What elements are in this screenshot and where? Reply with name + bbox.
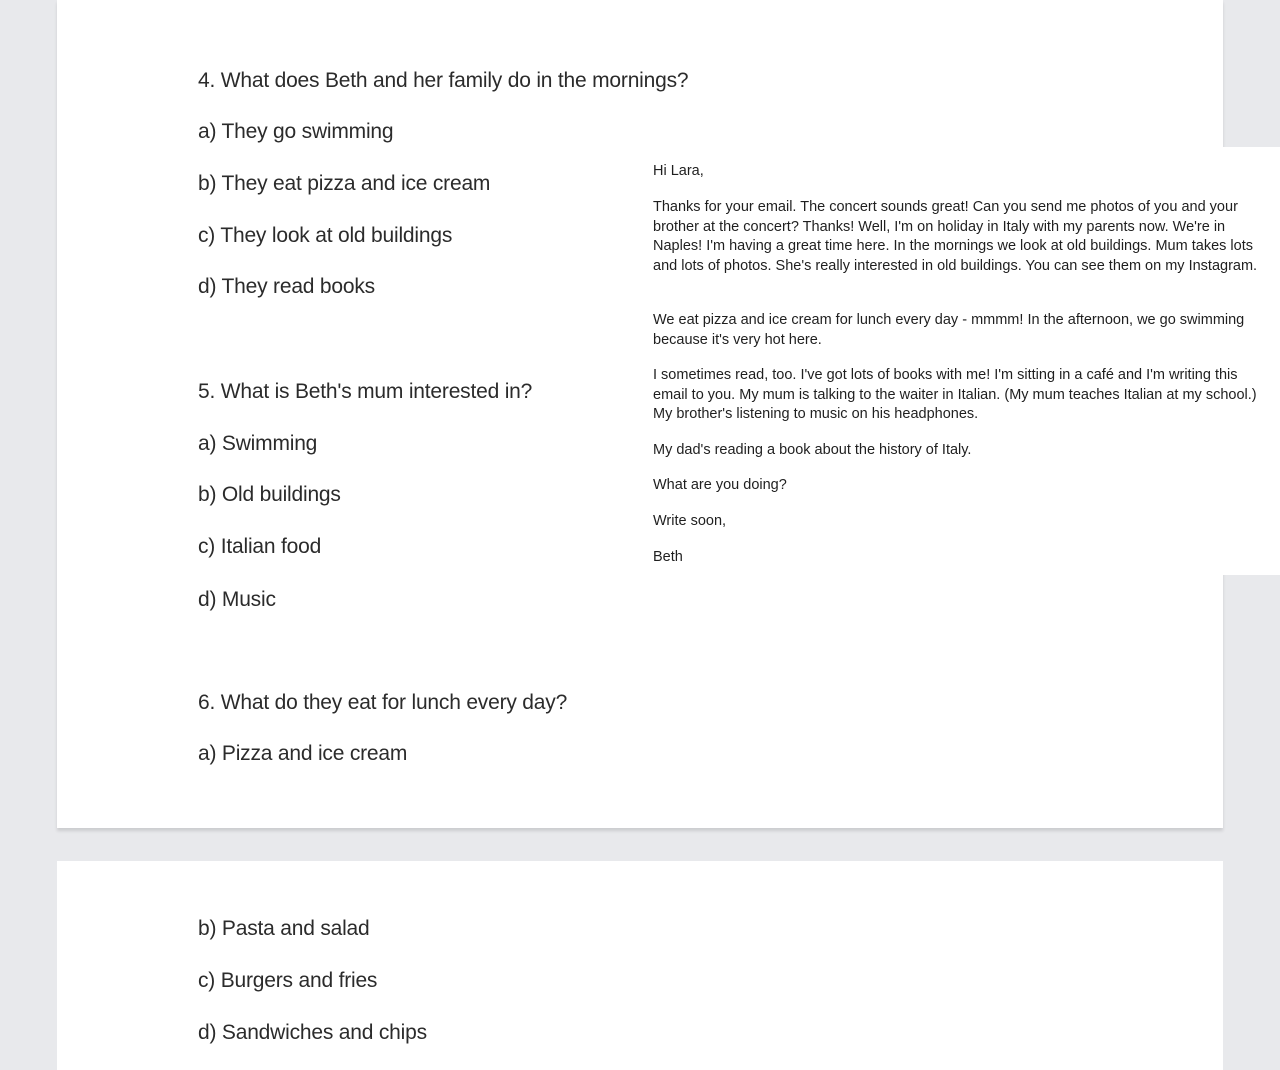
email-signature: Beth [653,549,683,565]
email-paragraph-3: I sometimes read, too. I've got lots of books with me! I'm sitting in a café and I'm writing this email to you. My mum is talking to the waiter in Italian. (My mum teaches Italian at my school.) My brother's listening to music on his headphones. [653,367,1257,423]
q5-option-c: c) Italian food [198,535,322,558]
document-page-2 [57,861,1223,1070]
email-text-panel [653,147,1280,575]
email-paragraph-1: Thanks for your email. The concert sounds great! Can you send me photos of you and your brother at the concert? Thanks! Well, I'm on holiday in Italy with my parents now. We're in Naples! I'm having a great time here. In the mornings we look at old buildings. Mum takes lots and lots of photos. She's really interested in old buildings. You can see them on my Instagram. [653,199,1258,274]
q4-option-b: b) They eat pizza and ice cream [198,172,491,195]
question-6: 6. What do they eat for lunch every day? [198,691,568,714]
email-greeting: Hi Lara, [653,163,704,179]
q5-option-b: b) Old buildings [198,483,341,506]
question-5: 5. What is Beth's mum interested in? [198,380,533,403]
q6-option-d: d) Sandwiches and chips [198,1021,427,1044]
q4-option-d: d) They read books [198,275,375,298]
q5-option-d: d) Music [198,588,276,611]
q5-option-a: a) Swimming [198,432,318,455]
q6-option-c: c) Burgers and fries [198,969,378,992]
email-paragraph-4: My dad's reading a book about the history of Italy. [653,442,972,458]
q6-option-b: b) Pasta and salad [198,917,370,940]
q4-option-a: a) They go swimming [198,120,394,143]
email-closing: Write soon, [653,513,727,529]
q4-option-c: c) They look at old buildings [198,224,453,247]
question-4: 4. What does Beth and her family do in the mornings? [198,69,689,92]
q6-option-a: a) Pizza and ice cream [198,742,408,765]
email-paragraph-2: We eat pizza and ice cream for lunch every day - mmmm! In the afternoon, we go swimming because it's very hot here. [653,312,1245,348]
email-paragraph-5: What are you doing? [653,477,787,493]
